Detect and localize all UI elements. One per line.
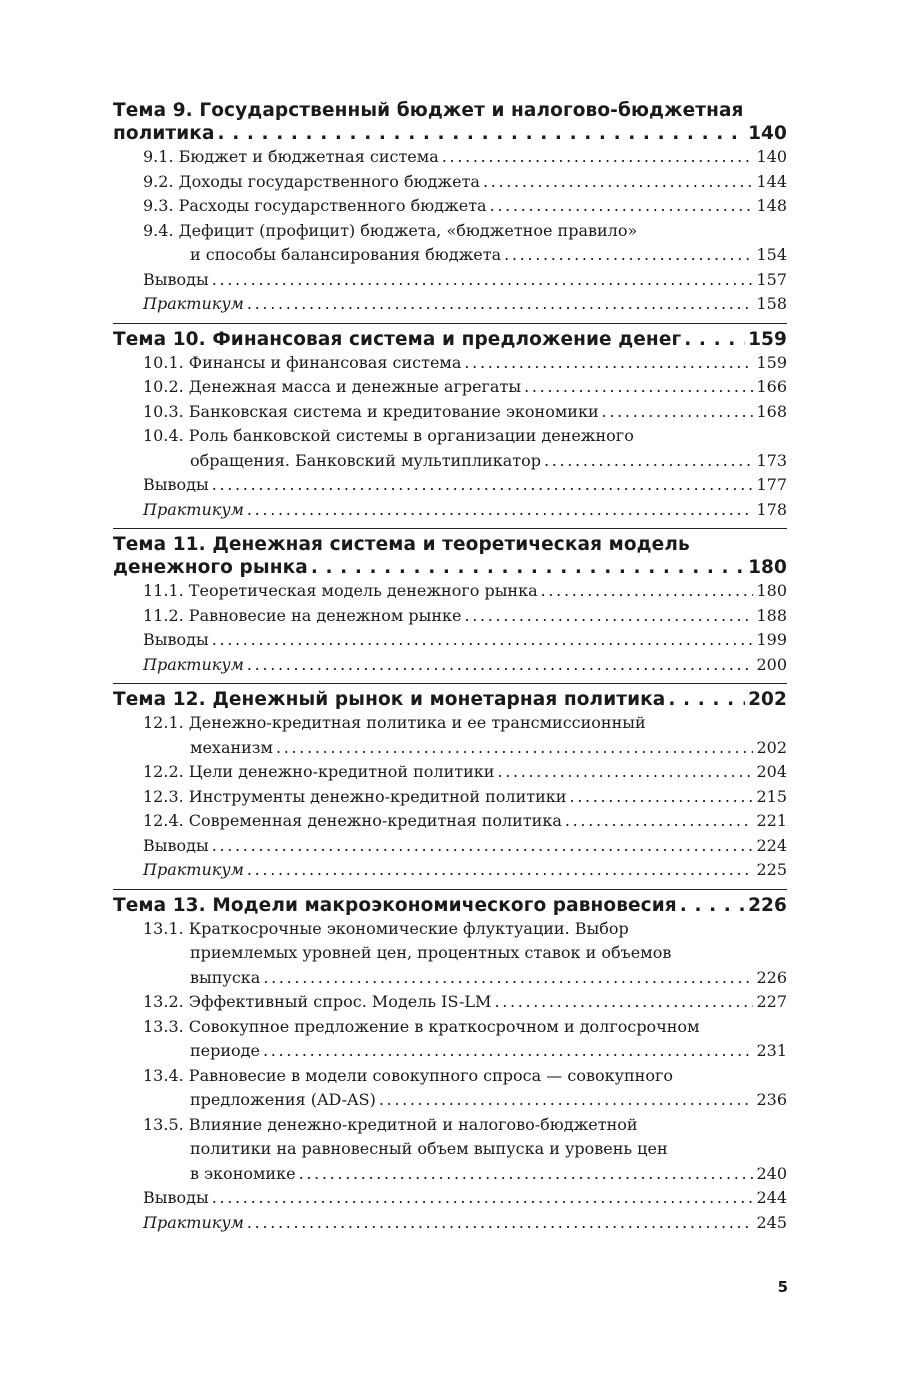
entry-title-line-mid: приемлемых уровней цен, процентных ставок и объемов [190, 943, 672, 962]
entry-title-line1: 13.1. Краткосрочные экономические флуктуации. Выбор [143, 918, 629, 938]
chapter-page: 159 [748, 328, 787, 350]
leader-dots [680, 894, 745, 917]
leader-dots [497, 760, 753, 785]
leader-dots [684, 328, 745, 351]
toc-entry[interactable] [113, 424, 787, 473]
entry-page: 221 [756, 811, 787, 830]
leader-dots [311, 556, 745, 579]
toc-entry[interactable] [113, 760, 787, 785]
leader-dots [464, 604, 753, 629]
chapter-page: 180 [748, 557, 787, 578]
toc-entry-practicum[interactable] [113, 858, 787, 883]
entry-page: 177 [756, 475, 787, 494]
toc-entry[interactable] [113, 194, 787, 219]
entry-title: Практикум [143, 294, 244, 313]
toc-entry[interactable] [113, 604, 787, 629]
entry-page: 154 [756, 245, 787, 264]
entry-page: 158 [756, 294, 787, 313]
entry-page: 168 [756, 401, 787, 421]
entry-page: 188 [756, 605, 787, 625]
entry-title-line-mid: политики на равновесный объем выпуска и уровень цен [190, 1139, 668, 1158]
entry-page: 244 [756, 1188, 787, 1207]
entry-title: 13.2. Эффективный спрос. Модель IS-LM [143, 992, 492, 1011]
leader-dots [379, 1088, 754, 1113]
toc-entry[interactable] [113, 1113, 787, 1187]
leader-dots [483, 170, 754, 195]
toc-entry[interactable] [113, 711, 787, 760]
entry-title: 9.1. Бюджет и бюджетная система [143, 147, 439, 166]
entry-title: Выводы [143, 1188, 209, 1207]
leader-dots [212, 628, 754, 653]
chapter-page: 226 [748, 894, 787, 916]
leader-dots [490, 194, 754, 219]
entry-title: 12.3. Инструменты денежно-кредитной политики [143, 786, 567, 806]
toc-entry[interactable] [113, 1064, 787, 1113]
toc-entry[interactable] [113, 990, 787, 1015]
leader-dots [218, 122, 746, 145]
toc-entry[interactable] [113, 145, 787, 170]
leader-dots [299, 1162, 754, 1187]
entry-title: Выводы [143, 835, 209, 855]
entry-page: 227 [756, 992, 787, 1011]
entry-page: 148 [756, 196, 787, 215]
entry-title-line1: 10.4. Роль банковской системы в организации денежного [143, 426, 634, 445]
entry-title-line1: 9.4. Дефицит (профицит) бюджета, «бюджетное правило» [143, 220, 638, 240]
leader-dots [247, 498, 754, 523]
entry-title-line1: 13.3. Совокупное предложение в краткосрочном и долгосрочном [143, 1016, 700, 1036]
leader-dots [247, 292, 754, 317]
leader-dots [494, 990, 753, 1015]
toc-entry-conclusions[interactable] [113, 473, 787, 498]
leader-dots [212, 473, 754, 498]
entry-page: 140 [756, 147, 787, 166]
toc-entry-conclusions[interactable] [113, 628, 787, 653]
entry-title: 12.2. Цели денежно-кредитной политики [143, 762, 495, 781]
entry-page: 199 [756, 630, 787, 649]
chapter-title[interactable] [113, 894, 787, 917]
entry-title-line2: и способы балансирования бюджета [190, 245, 502, 264]
chapter-title[interactable] [113, 99, 787, 145]
toc-chapter-11 [113, 528, 787, 677]
entry-title: Выводы [143, 630, 209, 649]
entry-page: 226 [756, 967, 787, 987]
entry-title-line1: 13.5. Влияние денежно-кредитной и налогово-бюджетной [143, 1114, 638, 1134]
leader-dots [442, 145, 754, 170]
entry-page: 144 [756, 171, 787, 191]
entry-page: 157 [756, 269, 787, 289]
entry-page: 200 [756, 654, 787, 674]
toc-chapter-10 [113, 323, 787, 523]
toc-entry[interactable] [113, 809, 787, 834]
entry-title: Выводы [143, 475, 209, 494]
leader-dots [541, 579, 754, 604]
leader-dots [276, 736, 753, 761]
entry-title: Практикум [143, 860, 244, 879]
toc-entry-conclusions[interactable] [113, 1186, 787, 1211]
chapter-page: 140 [748, 123, 787, 144]
leader-dots [212, 834, 754, 859]
entry-title-line2: предложения (AD-AS) [190, 1090, 376, 1109]
entry-page: 204 [756, 762, 787, 781]
leader-dots [602, 400, 754, 425]
entry-title-line1: 13.4. Равновесие в модели совокупного спроса — совокупного [143, 1065, 673, 1085]
entry-page: 236 [756, 1090, 787, 1109]
toc-entry[interactable] [113, 579, 787, 604]
chapter-title-text: Тема 12. Денежный рынок и монетарная политика [113, 689, 666, 710]
leader-dots [504, 243, 753, 268]
entry-title: Практикум [143, 1212, 244, 1232]
chapter-title[interactable] [113, 328, 787, 351]
entry-page: 166 [756, 377, 787, 396]
entry-title-line2: периоде [190, 1041, 260, 1060]
entry-page: 224 [756, 835, 787, 855]
toc-chapter-12 [113, 683, 787, 883]
leader-dots [569, 785, 753, 810]
chapter-title[interactable] [113, 688, 787, 711]
entry-title: 9.3. Расходы государственного бюджета [143, 196, 487, 215]
entry-title-line2: выпуска [190, 967, 261, 987]
entry-title: 11.1. Теоретическая модель денежного рынка [143, 581, 538, 600]
entry-title: Практикум [143, 499, 244, 519]
entry-page: 159 [756, 352, 787, 372]
entry-page: 215 [756, 786, 787, 806]
entry-title-line2: в экономике [190, 1163, 296, 1183]
toc-chapter-9 [113, 99, 787, 317]
chapter-title-text: Тема 13. Модели макроэкономического равновесия [113, 894, 677, 916]
toc-entry-practicum[interactable] [113, 653, 787, 678]
chapter-title-line2: политика [113, 123, 215, 144]
toc-chapter-13 [113, 889, 787, 1236]
leader-dots [247, 858, 754, 883]
table-of-contents [113, 99, 787, 1241]
toc-entry-conclusions[interactable] [113, 268, 787, 293]
entry-page: 225 [756, 860, 787, 879]
entry-title: 11.2. Равновесие на денежном рынке [143, 605, 462, 625]
entry-title: 10.2. Денежная масса и денежные агрегаты [143, 377, 522, 396]
toc-entry[interactable] [113, 917, 787, 991]
entry-title: Практикум [143, 654, 244, 674]
toc-entry[interactable] [113, 400, 787, 425]
entry-page: 231 [756, 1041, 787, 1060]
chapter-page: 202 [748, 689, 787, 710]
leader-dots [247, 1211, 754, 1236]
leader-dots [565, 809, 754, 834]
toc-entry-practicum[interactable] [113, 292, 787, 317]
toc-entry-conclusions[interactable] [113, 834, 787, 859]
toc-entry[interactable] [113, 219, 787, 268]
entry-title-line2: механизм [190, 737, 273, 757]
toc-entry[interactable] [113, 351, 787, 376]
leader-dots [263, 1039, 753, 1064]
leader-dots [212, 268, 754, 293]
chapter-title-text: Тема 10. Финансовая система и предложение денег [113, 328, 682, 350]
toc-entry-practicum[interactable] [113, 498, 787, 523]
entry-page: 240 [756, 1163, 787, 1183]
leader-dots [544, 449, 753, 474]
page-number: 5 [777, 1278, 788, 1296]
entry-page: 178 [756, 499, 787, 519]
entry-page: 180 [756, 581, 787, 600]
entry-page: 245 [756, 1212, 787, 1232]
entry-page: 173 [756, 450, 787, 470]
entry-title: Выводы [143, 269, 209, 289]
leader-dots [247, 653, 754, 678]
entry-title: 10.1. Финансы и финансовая система [143, 352, 462, 372]
leader-dots [524, 375, 753, 400]
chapter-title-line1: Тема 11. Денежная система и теоретическая модель [113, 534, 690, 555]
entry-title: 10.3. Банковская система и кредитование экономики [143, 401, 599, 421]
toc-entry[interactable] [113, 1015, 787, 1064]
entry-title: 9.2. Доходы государственного бюджета [143, 171, 480, 191]
toc-entry[interactable] [113, 785, 787, 810]
toc-entry-practicum[interactable] [113, 1211, 787, 1236]
chapter-title[interactable] [113, 533, 787, 579]
leader-dots [212, 1186, 754, 1211]
toc-entry[interactable] [113, 170, 787, 195]
entry-title: 12.4. Современная денежно-кредитная политика [143, 811, 562, 830]
leader-dots [668, 688, 745, 711]
toc-entry[interactable] [113, 375, 787, 400]
chapter-title-line2: денежного рынка [113, 557, 308, 578]
leader-dots [464, 351, 753, 376]
entry-title-line2: обращения. Банковский мультипликатор [190, 450, 541, 470]
entry-page: 202 [756, 737, 787, 757]
chapter-title-line1: Тема 9. Государственный бюджет и налогово-бюджетная [113, 100, 744, 121]
entry-title-line1: 12.1. Денежно-кредитная политика и ее трансмиссионный [143, 713, 646, 732]
leader-dots [263, 966, 753, 991]
